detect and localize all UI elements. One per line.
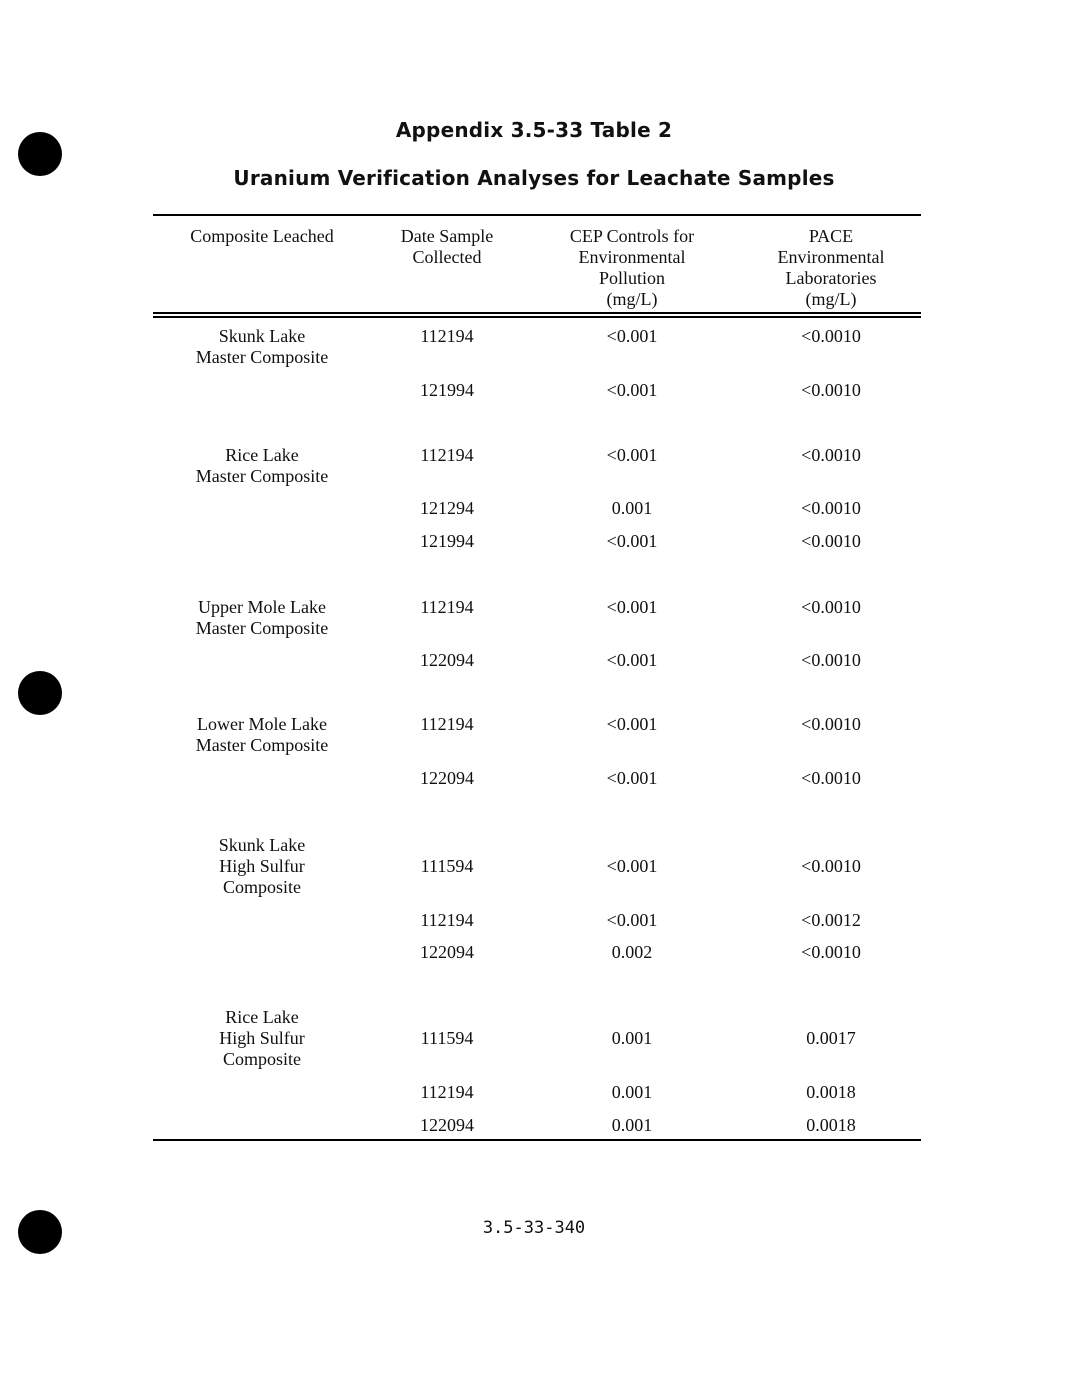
composite-rice-lake-master: Rice Lake Master Composite [195, 445, 329, 486]
date-cell: 112194 [420, 1082, 474, 1102]
header-composite-leached: Composite Leached [190, 226, 334, 246]
date-cell: 122094 [420, 1115, 474, 1135]
cep-value-cell: <0.001 [606, 856, 658, 876]
pace-value-cell: <0.0010 [801, 380, 861, 400]
pace-value-cell: 0.0017 [806, 1028, 856, 1048]
document-title: Appendix 3.5-33 Table 2 [395, 118, 673, 142]
date-cell: 112194 [420, 445, 474, 465]
pace-value-cell: 0.0018 [806, 1082, 856, 1102]
cep-value-cell: <0.001 [606, 531, 658, 551]
pace-value-cell: 0.0018 [806, 1115, 856, 1135]
cep-value-cell: 0.001 [611, 1028, 653, 1048]
date-cell: 111594 [420, 856, 474, 876]
date-cell: 112194 [420, 326, 474, 346]
pace-value-cell: <0.0010 [801, 768, 861, 788]
date-cell: 121994 [420, 380, 474, 400]
cep-value-cell: 0.001 [611, 1082, 653, 1102]
header-pace-laboratories: PACE Environmental Laboratories (mg/L) [777, 226, 885, 309]
date-cell: 112194 [420, 597, 474, 617]
date-cell: 122094 [420, 650, 474, 670]
composite-skunk-lake-master: Skunk Lake Master Composite [195, 326, 329, 367]
date-cell: 112194 [420, 910, 474, 930]
cep-value-cell: <0.001 [606, 650, 658, 670]
pace-value-cell: <0.0012 [801, 910, 861, 930]
punch-hole-middle [18, 671, 62, 715]
pace-value-cell: <0.0010 [801, 445, 861, 465]
composite-upper-mole-lake-master: Upper Mole Lake Master Composite [195, 597, 329, 638]
cep-value-cell: <0.001 [606, 910, 658, 930]
pace-value-cell: <0.0010 [801, 714, 861, 734]
pace-value-cell: <0.0010 [801, 650, 861, 670]
pace-value-cell: <0.0010 [801, 531, 861, 551]
cep-value-cell: 0.002 [611, 942, 653, 962]
date-cell: 121294 [420, 498, 474, 518]
header-date-sample-collected: Date Sample Collected [400, 226, 494, 267]
cep-value-cell: <0.001 [606, 768, 658, 788]
cep-value-cell: <0.001 [606, 380, 658, 400]
header-double-rule-top [153, 312, 921, 314]
composite-rice-lake-high-sulfur: Rice Lake High Sulfur Composite [219, 1007, 305, 1069]
pace-value-cell: <0.0010 [801, 597, 861, 617]
table-top-rule [153, 214, 921, 216]
cep-value-cell: 0.001 [611, 1115, 653, 1135]
document-subtitle: Uranium Verification Analyses for Leachate Samples [233, 166, 835, 190]
date-cell: 121994 [420, 531, 474, 551]
page-number: 3.5-33-340 [482, 1218, 586, 1238]
pace-value-cell: <0.0010 [801, 498, 861, 518]
cep-value-cell: <0.001 [606, 714, 658, 734]
date-cell: 111594 [420, 1028, 474, 1048]
cep-value-cell: <0.001 [606, 445, 658, 465]
date-cell: 122094 [420, 942, 474, 962]
cep-value-cell: <0.001 [606, 597, 658, 617]
pace-value-cell: <0.0010 [801, 856, 861, 876]
pace-value-cell: <0.0010 [801, 326, 861, 346]
composite-lower-mole-lake-master: Lower Mole Lake Master Composite [195, 714, 329, 755]
cep-value-cell: 0.001 [611, 498, 653, 518]
header-cep-controls: CEP Controls for Environmental Pollution (mg/L) [569, 226, 695, 309]
composite-skunk-lake-high-sulfur: Skunk Lake High Sulfur Composite [218, 835, 306, 897]
cep-value-cell: <0.001 [606, 326, 658, 346]
header-double-rule-bottom [153, 316, 921, 318]
pace-value-cell: <0.0010 [801, 942, 861, 962]
date-cell: 112194 [420, 714, 474, 734]
date-cell: 122094 [420, 768, 474, 788]
table-bottom-rule [153, 1139, 921, 1141]
